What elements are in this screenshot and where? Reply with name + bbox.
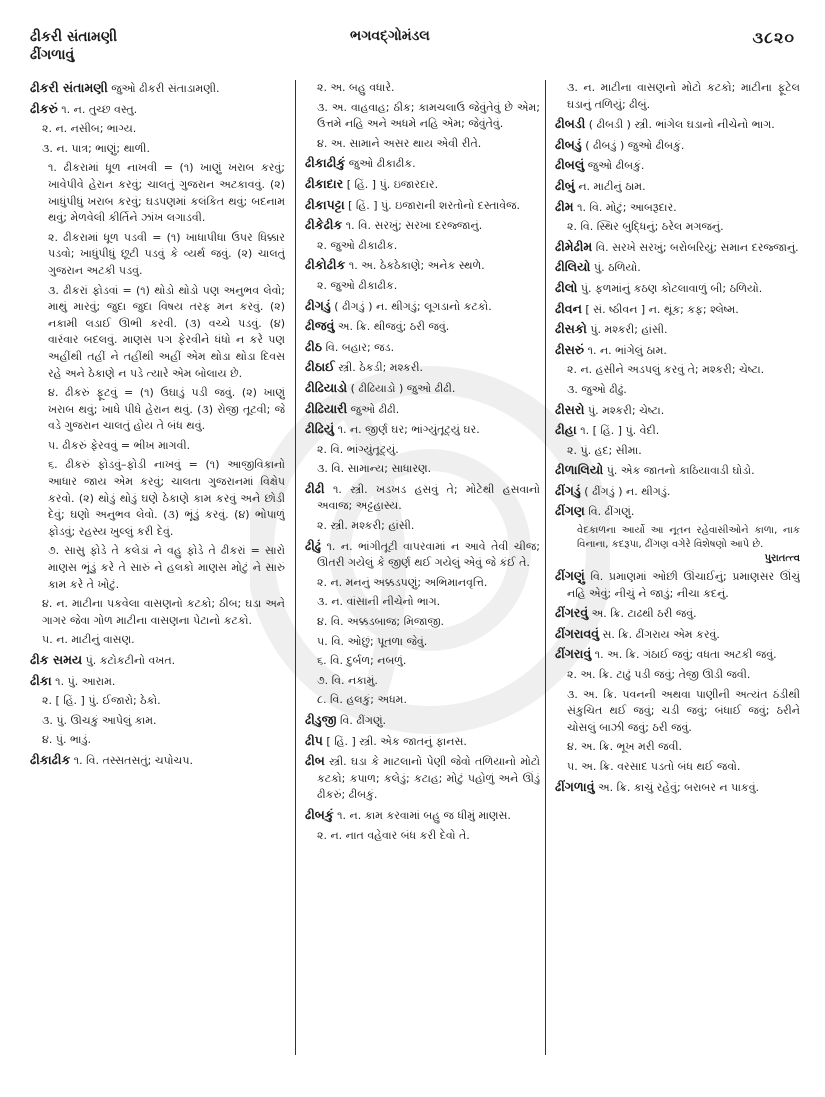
definition: ૧. અ. ક્રિ. ગંઠાઈ જવું; વધતા અટકી જવું. (591, 648, 777, 662)
dictionary-entry (305, 538, 540, 572)
headword: ઢીવન (555, 300, 582, 316)
page-number: ૩૮૨૦ (752, 28, 795, 47)
sense-entry: ૩. ન. પાત્ર; ભાણું; થાળી. (42, 141, 150, 155)
headword: ઢીમેઢીમ (555, 238, 593, 254)
headword: ઢીઢિયાડો (305, 379, 348, 395)
definition: ન. માટીનું ઠામ. (574, 179, 646, 193)
definition: જુઓ ઢીકાઢીક. (345, 157, 416, 171)
definition: ૧. ન. કામ કરવામાં બહુ જ ધીમું માણસ. (333, 808, 511, 822)
dictionary-entry (555, 568, 800, 602)
column-3 (555, 80, 800, 1060)
headword: ઢીકરી સંતામણી (30, 80, 108, 95)
dictionary-entry (555, 626, 800, 644)
idiom-entry: ૪. ઢીકરું ફૂટવું = (૧) ઉઘાડું પડી જવું. (૨) ખાણું ખરાબ થવું; ખાધે પીધે હેરાન થવું. (૩) રોજી તૂટવી; જે વડે ગુજરાન ચાલતું હોય તે બંધ થવું. (48, 386, 285, 433)
headword: ઢીંગડું (555, 482, 581, 498)
definition: [ હિં. ] પું. ઇજારાની શરતોનો દસ્તાવેજ. (344, 198, 521, 212)
dictionary-entry (555, 157, 800, 175)
sense-entry: ૩. અ. ક્રિ. પવનની અથવા પાણીની અત્યંત ઠંડીથી સંકુચિત થઈ જવું; ચડી જવું; બંધાઈ જવું; ઠરીને ચોસલું બાઝી જવું; ઠરી જવું. (567, 687, 800, 734)
sense-entry: ૫. ન. માટીનું વાસણ. (42, 633, 135, 647)
dictionary-entry (555, 199, 800, 217)
dictionary-entry (555, 646, 800, 664)
sense-entry: ૨. સ્ત્રી. મશ્કરી; હાંસી. (317, 519, 415, 533)
headword: ઢીંગણ (555, 503, 585, 519)
headword: ઢીકાઢીકું (305, 155, 346, 171)
dictionary-entry (555, 605, 800, 623)
idiom-entry: ૨. ઢીકરામાં ધૂળ પડવી = (૧) ખાધાપીધા ઉપર ધિક્કાર પડવો; ખાધુંપીધું છૂટી પડવું કે વ્યર્થ જવું. (૨) ચાલતું ગુજરાન અટકી પડવું. (48, 230, 285, 277)
definition: વિ. ઢીંગણું. (584, 505, 635, 519)
dictionary-entry (555, 178, 800, 196)
dictionary-entry (555, 483, 800, 501)
headword: ઢીઢિયારી (305, 400, 348, 416)
sense-entry: ૨. જુઓ ઢીકાઢીક. (317, 238, 398, 252)
dictionary-columns (30, 80, 800, 1060)
headword: ઢીક સમય (30, 652, 83, 667)
idiom-entry: ૬. ઢીકરું ફોડવું–ફોડી નાખવું = (૧) આજીવિકાનો આધાર જાય એમ કરવું; ચાલતા ગુજરાનમાં વિક્ષેપ કરવો. (૨) થોડું થોડું ઘણે ઠેકાણે કામ કરવું અને છોડી દેવું; ઘણો અનુભવ લેવો. (૩) ભૂંડું કરવું. (૪) ભોપાળું ફોડવું; રહસ્ય ખુલ્લું કરી દેવું. (48, 458, 285, 538)
definition: પું. ઠળિયો. (590, 261, 641, 275)
dictionary-entry (555, 779, 800, 797)
definition: [ સં. ષ્ઠીવન ] ન. થૂંક; કફ; શ્લેષ્મ. (581, 302, 739, 316)
dictionary-entry (555, 503, 800, 521)
definition: ૧. સ્ત્રી. ખડખડ હસવું તે; મોટેથી હસવાનો અવાજ; અટ્ટહાસ્ય. (317, 482, 540, 513)
dictionary-entry (305, 155, 540, 173)
sense-entry: ૩. વિ. સામાન્ય; સાધારણ. (317, 462, 432, 476)
sense-entry: ૨. અ. બહુ વધારે. (317, 81, 395, 94)
dictionary-entry (30, 80, 285, 98)
sense-entry: ૩. પું. ઊચકું આપેલું કામ. (42, 713, 157, 727)
dictionary-entry (30, 752, 285, 770)
column-1 (30, 80, 285, 1060)
definition: ૧. પું. આરામ. (51, 674, 116, 688)
headword: ઢીગડું (305, 297, 331, 313)
sense-entry: ૨. જુઓ ઢીકાઢીક. (317, 278, 398, 292)
headword: ઢીંગરાવું (555, 646, 592, 662)
dictionary-entry (305, 733, 540, 751)
headword: ઢીંગણું (555, 568, 585, 584)
column-divider (295, 80, 296, 1055)
headword: ઢીલો (555, 279, 578, 295)
column-2 (305, 80, 540, 1060)
definition: સ. ક્રિ. ઢીંગરાય એમ કરવું. (599, 627, 720, 641)
dictionary-entry (305, 339, 540, 357)
headword: ઢીંગળાવું (555, 778, 595, 794)
dictionary-entry (555, 259, 800, 277)
headword: ઢીસકો (555, 321, 587, 337)
definition: વિ. બહાર; જડ. (322, 340, 395, 354)
definition: ( ઢીઢિયાડો ) જુઓ ઢીઢી. (347, 381, 456, 395)
sense-entry: ૩. ન. વાંસાની નીચેનો ભાગ. (317, 595, 441, 609)
headword: ઢીજવું (305, 318, 335, 334)
sense-entry: ૨. [ હિં. ] પું. ઈજારો; ઠેકો. (42, 694, 161, 708)
headword: ઢીબ (305, 753, 325, 769)
idiom-entry: ૭. સાસુ ફોડે તે કલેડાં ને વહુ ફોડે તે ઢીકરાં = સારો માણસ ભૂંડું કરે તે સારું ને હલકો માણસ મોટું ને સારું કામ કરે તે ખોટું. (48, 544, 285, 591)
definition: ૧. વિ. સરખું; સરખા દરજ્જાનું. (342, 219, 483, 233)
headword: ઢીકોઢીક (305, 257, 346, 273)
definition: [ હિં. ] પું. ઇજારદાર. (343, 177, 439, 191)
definition: ૧. ન. ભાંગીતૂટી વાપરવામાં ન આવે તેવી ચીજ; ઊતરી ગયેલું કે જીર્ણ થઈ ગયેલું એવું જે કંઈ તે. (317, 539, 540, 570)
dictionary-entry (305, 807, 540, 825)
sense-entry: ૭. વિ. નકામું. (317, 673, 378, 687)
idiom-entry: ૧. ઢીકરામાં ધૂળ નાખવી = (૧) ખાણું ખરાબ કરવું; ખાવેપીવે હેરાન કરવું; ચાલતું ગુજરાન અટકાવવું. (૨) ખાધુંપીધું ખરાબ કરવું; ઘડપણમાં કલંકિત થવું; બદનામ થવું; મેળવેલી કીર્તિને ઝાંખ લગાડવી. (48, 161, 285, 225)
dictionary-entry (555, 239, 800, 257)
dictionary-entry (305, 318, 540, 336)
sense-entry: ૨. ન. મનનું અક્કડપણું; અભિમાનવૃત્તિ. (317, 575, 488, 589)
sense-entry: ૩. ન. માટીના વાસણનો મોટો કટકો; માટીના ફૂટેલ ઘડાનું તળિયું; ઢીબું. (567, 81, 800, 111)
definition: ૧. ન. ભાંગેલું ઠામ. (584, 343, 667, 357)
definition: વિ. પ્રમાણમાં ઓછી ઊંચાઈનું; પ્રમાણસર ઊંચું નહિ એવું; નીચું ને જાડું; નીચા કદનું. (567, 570, 800, 600)
guide-word-last: ઢીંગળાવું (30, 47, 75, 63)
dictionary-entry (555, 402, 800, 420)
headword: ઢીઠ (305, 338, 323, 354)
dictionary-entry (305, 481, 540, 515)
headword: ઢીબું (555, 177, 575, 193)
sense-entry: ૩. અ. વાહવાહ; ઠીક; કામચલાઉ જેવુંતેવું છે એમ; ઉત્તમે નહિ અને અધમે નહિ એમ; જેવુંતેવું. (317, 100, 540, 131)
quote-text: વેદકાળના આર્યો આ નૂતન રહેવાસીઓને કાળા, નાક વિનાના, કદરૂપા, ઢીંગણ વગેરે વિશેષણો આપે છે. (577, 525, 800, 551)
headword: ઢીકાદાર (305, 175, 344, 191)
dictionary-entry (30, 673, 285, 691)
headword: ઢીંગરાવવું (555, 625, 600, 641)
definition: સ્ત્રી. ઠેકડી; મશ્કરી. (334, 361, 424, 375)
sense-entry: ૪. અ. સામાને અસર થાય એવી રીતે. (317, 136, 482, 150)
guide-words (30, 28, 117, 64)
dictionary-entry (305, 176, 540, 194)
headword: ઢીંગરવું (555, 605, 589, 621)
dictionary-entry (305, 257, 540, 275)
definition: ૧. અ. ઠેકઠેકાણે; અનેક સ્થળે. (345, 259, 485, 273)
headword: ઢીબડું (555, 136, 582, 152)
headword: ઢીકેઢીક (305, 217, 343, 233)
column-divider (545, 80, 546, 1055)
definition: અ. ક્રિ. ટાઢથી ઠરી જવું. (588, 607, 697, 621)
sense-entry: ૪. ન. માટીના પકવેલા વાસણનો કટકો; ઠીબ; ઘડા અને ગાગર જેવા ગોળ માટીના વાસણના પેટાનો કટકો. (42, 597, 285, 627)
definition: ૧. વિ. તસ્સતસતું; ચપોચપ. (70, 753, 193, 767)
headword: ઢીકાઢીક (30, 751, 71, 767)
dictionary-entry (555, 462, 800, 480)
sense-entry: ૨. પું. હદ; સીમા. (567, 443, 642, 457)
idiom-entry: ૫. ઢીકરું ફેરવવું = ભીખ માગવી. (48, 438, 191, 452)
dictionary-entry (555, 116, 800, 134)
headword: ઢીકાપટ્ટા (305, 196, 345, 212)
headword: ઢીબકું (305, 806, 334, 822)
headword: ઢીલિયો (555, 259, 591, 275)
guide-word-first: ઢીકરી સંતામણી (30, 29, 118, 45)
definition: પું. એક જાતનો કાઠિયાવાડી ઘોડો. (603, 464, 755, 478)
idiom-entry: ૩. ઢીકરાં ફોડવાં = (૧) થોડો થોડો પણ અનુભવ લેવો; માથું મારવું; જુદા જુદા વિષય તરફ મન કરવું. (૨) નકામી લડાઈ ઊભી કરવી. (૩) વચ્ચે પડવું. (૪) વારંવાર બદલવું. માણસ પગ ફેરવીને ધંધો ન કરે પણ અહીંથી તહીં ને તહીંથી અહીં એમ થોડા થોડા દિવસ રહે અને ઠેકાણે ન પડે ત્યારે એમ બોલાય છે. (48, 283, 285, 380)
sense-entry: ૬. વિ. દુર્બળ; નબળું. (317, 654, 407, 668)
dictionary-entry (305, 197, 540, 215)
usage-quote (555, 524, 800, 566)
dictionary-entry (30, 652, 285, 670)
definition: ૧. [ હિં. ] પું. વેદી. (576, 424, 660, 438)
sense-entry: ૮. વિ. હલકું; અધમ. (317, 693, 407, 707)
sense-entry: ૨. અ. ક્રિ. ટાઢું પડી જવું; તેજી ઊડી જવી. (567, 668, 751, 682)
dictionary-entry (30, 101, 285, 119)
dictionary-entry (555, 422, 800, 440)
headword: ઢીબડી (555, 116, 586, 132)
definition: ૧. ન. જીર્ણ ઘર; ભાંગ્યુંતૂટ્યું ઘર. (334, 423, 480, 437)
definition: અ. ક્રિ. કાચું રહેવું; બરાબર ન પાકવું. (594, 780, 760, 794)
sense-entry: ૪. અ. ક્રિ. ભૂખ મરી જવી. (567, 740, 682, 754)
headword: ઢીબલું (555, 157, 585, 173)
headword: ઢીઠાઈ (305, 359, 335, 375)
headword: ઢીઢું (305, 537, 322, 553)
dictionary-entry (555, 301, 800, 319)
definition: અ. ક્રિ. થીજવું; ઠરી જવું. (334, 320, 450, 334)
definition: જુઓ ઢીબકું. (584, 159, 645, 173)
dictionary-entry (555, 137, 800, 155)
sense-entry: ૨. ન. હસીને અડપલું કરવું તે; મશ્કરી; ચેષ્ટા. (567, 363, 765, 377)
headword: ઢીપ (305, 732, 323, 748)
running-head (30, 28, 795, 68)
headword: ઢીળાલિયો (555, 462, 604, 478)
definition: [ હિં. ] સ્ત્રી. એક જાતનું ફાનસ. (322, 734, 467, 748)
sense-entry: ૫. અ. ક્રિ. વરસાદ પડતો બંધ થઈ જવો. (567, 760, 741, 773)
dictionary-entry (305, 217, 540, 235)
headword: ઢીમ (555, 198, 574, 214)
dictionary-entry (555, 342, 800, 360)
headword: ઢીકરું (30, 100, 58, 116)
headword: ઢીકા (30, 672, 52, 688)
definition: ( ઢીંગડું ) ન. થીગડું. (580, 484, 671, 498)
dictionary-entry (305, 421, 540, 439)
definition: પું. ફળમાંનું કઠણ કોટલાવાળું બી; ઠળિયો. (577, 281, 763, 295)
headword: ઢીઢી (305, 480, 325, 496)
headword: ઢીસરું (555, 341, 585, 357)
dictionary-entry (305, 380, 540, 398)
quote-source: પુરાતત્ત્વ (764, 553, 800, 565)
sense-entry: ૨. ન. નાત વહેવાર બંધ કરી દેવો તે. (317, 828, 470, 842)
book-title: ભગવદ્ગોમંડલ (350, 28, 430, 44)
dictionary-entry (305, 298, 540, 316)
sense-entry: ૫. વિ. ઓછું; પૂતળા જેવું. (317, 634, 428, 648)
definition: ( ઢીબડી ) સ્ત્રી. ભાંગેલ ઘડાનો નીચેનો ભાગ. (585, 118, 775, 132)
sense-entry: ૨. ન. નસીબ; ભાગ્ય. (42, 122, 137, 136)
definition: જુઓ ઢીઢી. (347, 402, 400, 416)
dictionary-entry (305, 712, 540, 730)
definition: ૧. ન. તુચ્છ વસ્તુ. (57, 102, 138, 116)
definition: પું. કટોકટીનો વખત. (82, 654, 176, 667)
definition: ૧. વિ. મોટું; આબરૂદાર. (573, 200, 677, 214)
sense-entry: ૨. વિ. સ્થિર બુદ્ધિનું; ઠરેલ મગજનું. (567, 220, 724, 234)
dictionary-entry (305, 753, 540, 804)
definition: પું. મશ્કરી; હાંસી. (586, 323, 668, 337)
sense-entry: ૩. જુઓ ઢીઢું. (567, 382, 627, 396)
definition: વિ. ઢીંગણું. (336, 714, 387, 727)
headword: ઢીહા (555, 422, 577, 438)
definition: જુઓ ઢીકરી સંતાડામણી. (107, 82, 220, 95)
definition: ( ઢીબડું ) જુઓ ઢીબકું. (581, 138, 685, 152)
dictionary-entry (555, 321, 800, 339)
dictionary-entry (305, 359, 540, 377)
definition: વિ. સરખે સરખું; બરોબરિયું; સમાન દરજ્જાનું. (592, 240, 799, 254)
sense-entry: ૪. વિ. અક્કડબાજ; મિજાજી. (317, 615, 445, 629)
sense-entry: ૨. વિ. ભાંગ્યુંતૂટ્યું. (317, 442, 399, 456)
dictionary-entry (305, 401, 540, 419)
definition: ( ઢીગડું ) ન. થીગડું; લૂગડાનો કટકો. (330, 299, 492, 313)
definition: સ્ત્રી. ઘડા કે માટલાનો પેણી જેવો તળિયાનો મોટો કટકો; કપાળ; કલેડું; કટાહ; મોટું પહોળું અને ઊંડું ઢીકરું; ઢીબકું. (317, 755, 540, 802)
dictionary-entry (555, 280, 800, 298)
headword: ઢીઢિયું (305, 421, 335, 437)
headword: ઢીડુજી (305, 712, 337, 727)
definition: પું. મશ્કરી; ચેષ્ટા. (584, 403, 665, 417)
headword: ઢીસરો (555, 401, 585, 417)
sense-entry: ૪. પું. ભાડું. (42, 733, 91, 747)
